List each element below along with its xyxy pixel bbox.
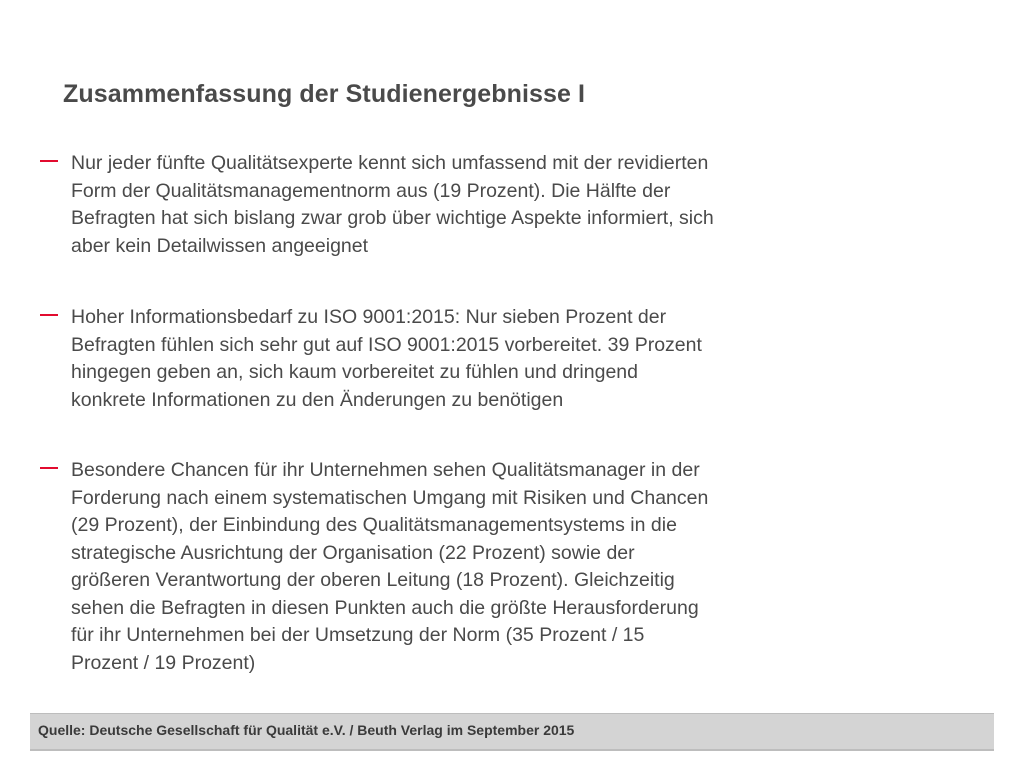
source-citation: Quelle: Deutsche Gesellschaft für Qualität e.V. / Beuth Verlag im September 2015 — [38, 722, 575, 738]
bullet-3-line-8: Prozent / 19 Prozent) — [71, 651, 256, 674]
bullet-1-line-4: aber kein Detailwissen angeeignet — [71, 234, 369, 257]
bullet-2-line-4: konkrete Informationen zu den Änderungen zu benötigen — [71, 388, 564, 411]
dash-bullet-icon — [40, 160, 58, 162]
slide-title: Zusammenfassung der Studienergebnisse I — [63, 80, 586, 108]
bullet-2-line-2: Befragten fühlen sich sehr gut auf ISO 9001:2015 vorbereitet. 39 Prozent — [71, 333, 702, 356]
source-bar — [30, 713, 994, 751]
bullet-2-line-1: Hoher Informationsbedarf zu ISO 9001:2015: Nur sieben Prozent der — [71, 306, 667, 328]
bullet-list — [40, 150, 840, 674]
bullet-item-1 — [40, 150, 840, 260]
bullet-1-line-3: Befragten hat sich bislang zwar grob über wichtige Aspekte informiert, sich — [71, 207, 714, 229]
dash-bullet-icon — [40, 314, 58, 316]
bullet-3-line-5: größeren Verantwortung der oberen Leitung (18 Prozent). Gleichzeitig — [71, 569, 675, 591]
bullet-3-line-3: (29 Prozent), der Einbindung des Qualitätsmanagementsystems in die — [71, 514, 677, 536]
bullet-1-line-1: Nur jeder fünfte Qualitätsexperte kennt sich umfassend mit der revidierten — [71, 152, 709, 174]
bullet-item-3 — [40, 457, 871, 677]
bullet-item-2 — [40, 304, 871, 414]
bullet-1-line-2: Form der Qualitätsmanagementnorm aus (19 Prozent). Die Hälfte der — [71, 179, 671, 202]
dash-bullet-icon — [40, 467, 58, 469]
bullet-3-line-7: für ihr Unternehmen bei der Umsetzung der Norm (35 Prozent / 15 — [71, 624, 645, 646]
bullet-3-line-6: sehen die Befragten in diesen Punkten auch die größte Herausforderung — [71, 596, 699, 619]
bullet-3-line-1: Besondere Chancen für ihr Unternehmen sehen Qualitätsmanager in der — [71, 459, 700, 481]
bullet-2-line-3: hingegen geben an, sich kaum vorbereitet zu fühlen und dringend — [71, 361, 638, 383]
bullet-3-line-2: Forderung nach einem systematischen Umgang mit Risiken und Chancen — [71, 486, 709, 509]
bullet-3-line-4: strategische Ausrichtung der Organisation (22 Prozent) sowie der — [71, 541, 635, 564]
